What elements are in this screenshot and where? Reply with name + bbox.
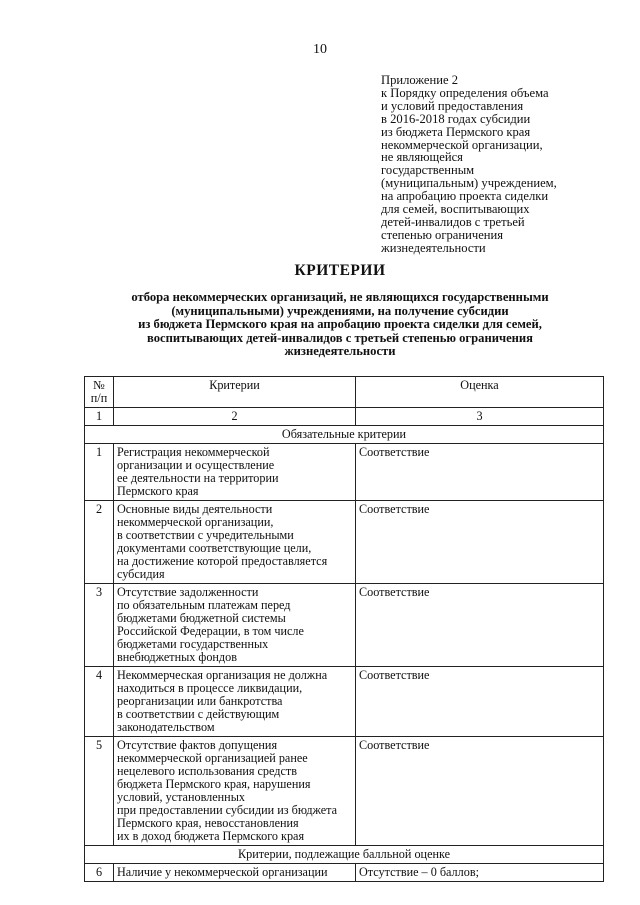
document-title: КРИТЕРИИ [294, 262, 386, 279]
criteria-line: в соответствии с учредительными [117, 528, 294, 542]
section-row-mandatory [85, 426, 604, 444]
row-criteria [114, 667, 356, 737]
criteria-line: Пермского края, невосстановления [117, 816, 299, 830]
table-row [85, 444, 604, 501]
appendix-line: государственным [381, 163, 475, 178]
criteria-line: внебюджетных фондов [117, 650, 237, 664]
row-number: 3 [85, 584, 114, 667]
criteria-line: законодательством [117, 720, 215, 734]
criteria-line: организации и осуществление [117, 458, 275, 472]
appendix-line: к Порядку определения объема [381, 85, 549, 100]
table-row [85, 584, 604, 667]
row-number: 5 [85, 737, 114, 846]
page-number: 10 [313, 42, 327, 57]
row-score: Соответствие [356, 584, 604, 667]
appendix-line: некоммерческой организации, [381, 137, 543, 152]
appendix-line: и условий предоставления [381, 98, 524, 113]
appendix-line: Приложение 2 [381, 73, 459, 87]
appendix-line: степенью ограничения [381, 227, 504, 242]
appendix-line: (муниципальным) учреждением, [381, 176, 557, 191]
appendix-line: из бюджета Пермского края [381, 124, 531, 139]
index-cell: 3 [356, 408, 604, 426]
row-criteria [114, 584, 356, 667]
subtitle-line: (муниципальными) учреждениями, на получение субсидии [171, 303, 509, 318]
criteria-line: в соответствии с действующим [117, 707, 280, 721]
criteria-line: реорганизации или банкротства [117, 694, 283, 708]
table-row [85, 737, 604, 846]
criteria-line: документами соответствующие цели, [117, 541, 312, 555]
row-score: Соответствие [356, 737, 604, 846]
criteria-line: Наличие у некоммерческой организации [117, 865, 328, 879]
criteria-line: некоммерческой организации, [117, 515, 274, 529]
appendix-line: в 2016-2018 годах субсидии [381, 111, 531, 126]
row-score: Соответствие [356, 501, 604, 584]
index-cell: 2 [114, 408, 356, 426]
criteria-line: Некоммерческая организация не должна [117, 668, 328, 682]
criteria-line: Российской Федерации, в том числе [117, 624, 304, 638]
appendix-line: жизнедеятельности [381, 240, 486, 255]
criteria-line: Основные виды деятельности [117, 502, 273, 516]
appendix-line: на апробацию проекта сиделки [381, 189, 549, 204]
criteria-table [84, 376, 604, 882]
criteria-line: бюджетами бюджетной системы [117, 611, 286, 625]
document-subtitle [60, 291, 620, 359]
row-score: Отсутствие – 0 баллов; [356, 864, 604, 882]
row-number: 6 [85, 864, 114, 882]
row-number: 2 [85, 501, 114, 584]
row-score: Соответствие [356, 444, 604, 501]
criteria-line: некоммерческой организацией ранее [117, 751, 308, 765]
subtitle-line: отбора некоммерческих организаций, не являющихся государственными [131, 290, 549, 304]
table-header-row [85, 377, 604, 408]
appendix-line: для семей, воспитывающих [381, 202, 530, 217]
subtitle-line: воспитывающих детей-инвалидов с третьей степенью ограничения [147, 330, 533, 345]
section-scored-label: Критерии, подлежащие балльной оценке [85, 846, 604, 864]
criteria-line: Регистрация некоммерческой [117, 445, 270, 459]
criteria-line: бюджетами государственных [117, 637, 269, 651]
criteria-line: находиться в процессе ликвидации, [117, 681, 303, 695]
header-score: Оценка [356, 377, 604, 408]
criteria-line: субсидия [117, 567, 165, 581]
row-criteria [114, 864, 356, 882]
table-index-row [85, 408, 604, 426]
criteria-line: условий, установленных [117, 790, 245, 804]
criteria-line: Отсутствие фактов допущения [117, 738, 278, 752]
section-mandatory-label: Обязательные критерии [85, 426, 604, 444]
subtitle-line: жизнедеятельности [284, 344, 396, 359]
appendix-line: детей-инвалидов с третьей [381, 214, 525, 229]
header-num [85, 377, 114, 408]
appendix-block [381, 74, 611, 255]
criteria-line: на достижение которой предоставляется [117, 554, 328, 568]
criteria-line: при предоставлении субсидии из бюджета [117, 803, 338, 817]
index-cell: 1 [85, 408, 114, 426]
header-num-line: п/п [90, 391, 108, 405]
appendix-line: не являющейся [381, 150, 463, 165]
header-criteria: Критерии [114, 377, 356, 408]
section-row-scored [85, 846, 604, 864]
table-row [85, 667, 604, 737]
row-criteria [114, 444, 356, 501]
row-score: Соответствие [356, 667, 604, 737]
table-row [85, 864, 604, 882]
header-num-line: № [93, 378, 105, 392]
criteria-line: их в доход бюджета Пермского края [117, 829, 305, 843]
row-number: 1 [85, 444, 114, 501]
row-number: 4 [85, 667, 114, 737]
subtitle-line: из бюджета Пермского края на апробацию проекта сиделки для семей, [138, 317, 542, 332]
criteria-line: по обязательным платежам перед [117, 598, 291, 612]
criteria-line: нецелевого использования средств [117, 764, 297, 778]
row-criteria [114, 737, 356, 846]
criteria-line: Пермского края [117, 484, 199, 498]
criteria-line: Отсутствие задолженности [117, 585, 259, 599]
criteria-line: бюджета Пермского края, нарушения [117, 777, 311, 791]
criteria-line: ее деятельности на территории [117, 471, 279, 485]
row-criteria [114, 501, 356, 584]
table-row [85, 501, 604, 584]
